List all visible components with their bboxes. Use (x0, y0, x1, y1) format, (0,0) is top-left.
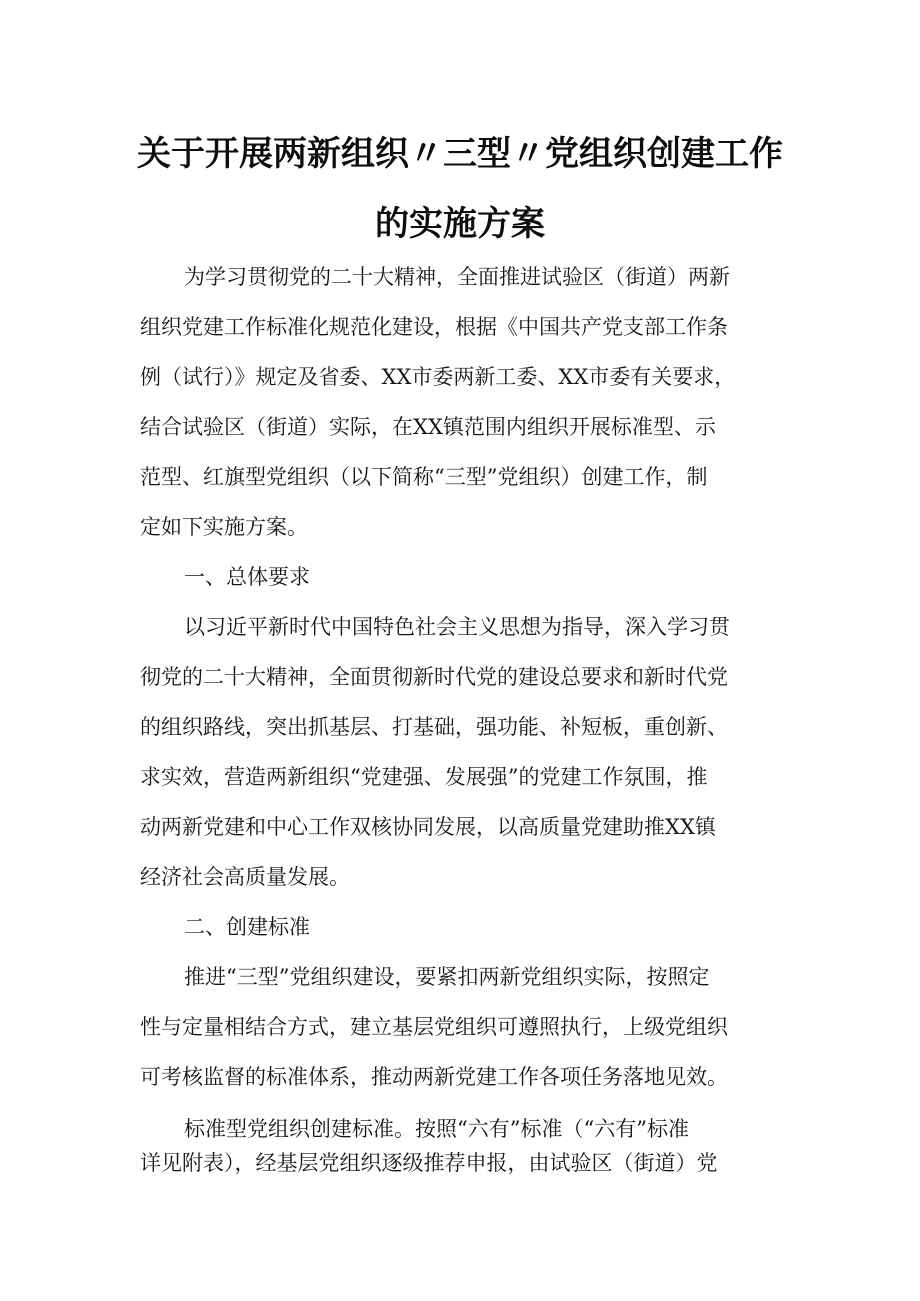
section-heading-general-requirements: 一、总体要求 (184, 565, 310, 589)
text-line: 结合试验区（街道）实际，在XX镇范围内组织开展标准型、示 (140, 415, 716, 439)
text-line: 求实效，营造两新组织“党建强、发展强”的党建工作氛围，推 (140, 765, 708, 789)
document-title-line-2: 的实施方案 (375, 204, 545, 244)
section-heading-standards: 二、创建标准 (184, 915, 310, 939)
text-line: 组织党建工作标准化规范化建设，根据《中国共产党支部工作条 (140, 315, 728, 339)
text-line: 性与定量相结合方式，建立基层党组织可遵照执行，上级党组织 (140, 1015, 728, 1039)
text-line: 可考核监督的标准体系，推动两新党建工作各项任务落地见效。 (140, 1065, 728, 1089)
text-line: 彻党的二十大精神，全面贯彻新时代党的建设总要求和新时代党 (140, 665, 728, 689)
text-line: 动两新党建和中心工作双核协同发展，以高质量党建助推XX镇 (140, 815, 716, 839)
text-line: 以习近平新时代中国特色社会主义思想为指导，深入学习贯 (184, 615, 730, 639)
document-title-line-1: 关于开展两新组织〃三型〃党组织创建工作 (137, 134, 783, 174)
text-line: 的组织路线，突出抓基层、打基础，强功能、补短板，重创新、 (140, 715, 728, 739)
text-line: 例（试行）》规定及省委、XX市委两新工委、XX市委有关要求， (140, 365, 736, 389)
text-line: 范型、红旗型党组织（以下简称“三型”党组织）创建工作，制 (140, 465, 708, 489)
text-line: 为学习贯彻党的二十大精神，全面推进试验区（街道）两新 (184, 265, 730, 289)
text-line: 推进“三型”党组织建设，要紧扣两新党组织实际，按照定 (184, 965, 710, 989)
text-line: 经济社会高质量发展。 (140, 865, 350, 889)
text-line: 标准型党组织创建标准。按照“六有”标准（“六有”标准 (184, 1117, 689, 1141)
text-line: 详见附表），经基层党组织逐级推荐申报，由试验区（街道）党 (140, 1151, 718, 1175)
text-line: 定如下实施方案。 (140, 515, 308, 539)
